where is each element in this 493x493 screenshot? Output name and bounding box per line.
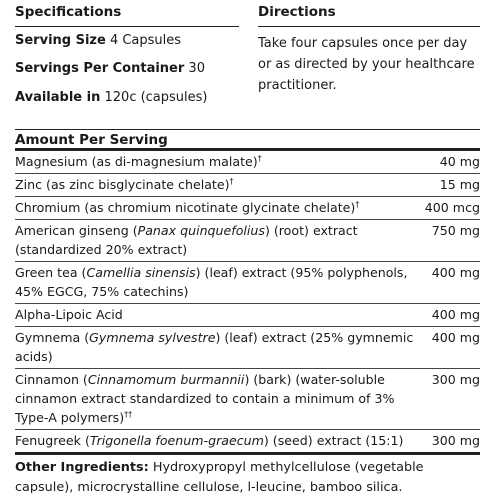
servings-per-container-value: 30 <box>188 61 205 76</box>
ingredient-amount: 400 mg <box>431 265 480 280</box>
footnote-mark: † <box>257 153 262 163</box>
ingredient-name <box>15 328 432 366</box>
other-ingredients <box>15 455 480 493</box>
ingredient-text: Cinnamon ( <box>15 372 88 387</box>
footnote-mark: † <box>355 199 360 209</box>
serving-size-line <box>15 33 181 48</box>
amount-per-serving-heading: Amount Per Serving <box>15 130 480 151</box>
other-ingredients-label: Other Ingredients: <box>15 460 149 475</box>
ingredient-text: Magnesium (as di-magnesium malate) <box>15 154 258 169</box>
table-row <box>15 430 480 455</box>
specifications-column <box>15 0 239 105</box>
ingredient-text: ) (seed) extract (15:1) <box>263 433 404 448</box>
latin-name: Cinnamomum burmannii <box>87 372 245 387</box>
ingredient-name <box>15 431 432 450</box>
ingredient-rows <box>15 151 480 455</box>
available-in-value: 120c (capsules) <box>104 90 208 105</box>
ingredient-name <box>15 198 425 217</box>
table-row <box>15 197 480 220</box>
ingredient-amount: 400 mg <box>431 307 480 322</box>
ingredient-text: ) (root) extract (standardized 20% extract) <box>15 223 358 257</box>
ingredient-name <box>15 370 432 427</box>
ingredient-text: Zinc (as zinc bisglycinate chelate) <box>15 177 230 192</box>
ingredient-amount: 300 mg <box>431 372 480 387</box>
directions-heading: Directions <box>258 0 480 27</box>
other-ingredients-text: Hydroxypropyl methylcellulose (vegetable capsule), microcrystalline cellulose, l-leucine, bamboo silica. <box>15 460 424 493</box>
directions-column <box>258 0 480 93</box>
table-row <box>15 220 480 262</box>
servings-per-container-line <box>15 61 205 76</box>
ingredient-text: ) (leaf) extract (25% gymnemic acids) <box>15 330 414 364</box>
table-row <box>15 151 480 174</box>
table-row <box>15 327 480 369</box>
table-row <box>15 304 480 327</box>
directions-text: Take four capsules once per day or as directed by your healthcare practitioner. <box>258 36 475 93</box>
servings-per-container-label: Servings Per Container <box>15 61 185 76</box>
ingredient-name <box>15 305 432 324</box>
ingredient-text: Alpha-Lipoic Acid <box>15 307 123 322</box>
available-in-line <box>15 90 208 105</box>
footnote-mark: † <box>229 176 234 186</box>
ingredient-amount: 300 mg <box>431 433 480 448</box>
latin-name: Gymnema sylvestre <box>89 330 216 345</box>
footnote-mark: †† <box>124 409 133 419</box>
ingredient-name <box>15 152 440 171</box>
latin-name: Camellia sinensis <box>86 265 196 280</box>
ingredient-name <box>15 175 440 194</box>
supplement-facts-table <box>15 129 480 493</box>
available-in-label: Available in <box>15 90 101 105</box>
table-row <box>15 262 480 304</box>
ingredient-amount: 15 mg <box>439 177 480 192</box>
ingredient-text: ) (bark) (water-soluble cinnamon extract standardized to contain a minimum of 3% Type-A polymers) <box>15 372 395 425</box>
ingredient-text: Gymnema ( <box>15 330 90 345</box>
serving-size-value: 4 Capsules <box>109 33 182 48</box>
ingredient-text: Chromium (as chromium nicotinate glycinate chelate) <box>15 200 356 215</box>
ingredient-amount: 750 mg <box>431 223 480 238</box>
table-row <box>15 174 480 197</box>
ingredient-amount: 40 mg <box>439 154 480 169</box>
table-row <box>15 369 480 430</box>
serving-size-label: Serving Size <box>15 33 106 48</box>
ingredient-text: Green tea ( <box>15 265 87 280</box>
ingredient-text: ) (leaf) extract (95% polyphenols, 45% EGCG, 75% catechins) <box>15 265 408 299</box>
ingredient-text: American ginseng ( <box>15 223 138 238</box>
latin-name: Panax quinquefolius <box>137 223 265 238</box>
latin-name: Trigonella foenum-graecum <box>89 433 264 448</box>
ingredient-name <box>15 263 432 301</box>
top-section <box>0 0 493 112</box>
ingredient-amount: 400 mg <box>431 330 480 345</box>
specifications-heading: Specifications <box>15 0 239 27</box>
ingredient-amount: 400 mcg <box>424 200 480 215</box>
ingredient-text: Fenugreek ( <box>15 433 90 448</box>
ingredient-name <box>15 221 432 259</box>
